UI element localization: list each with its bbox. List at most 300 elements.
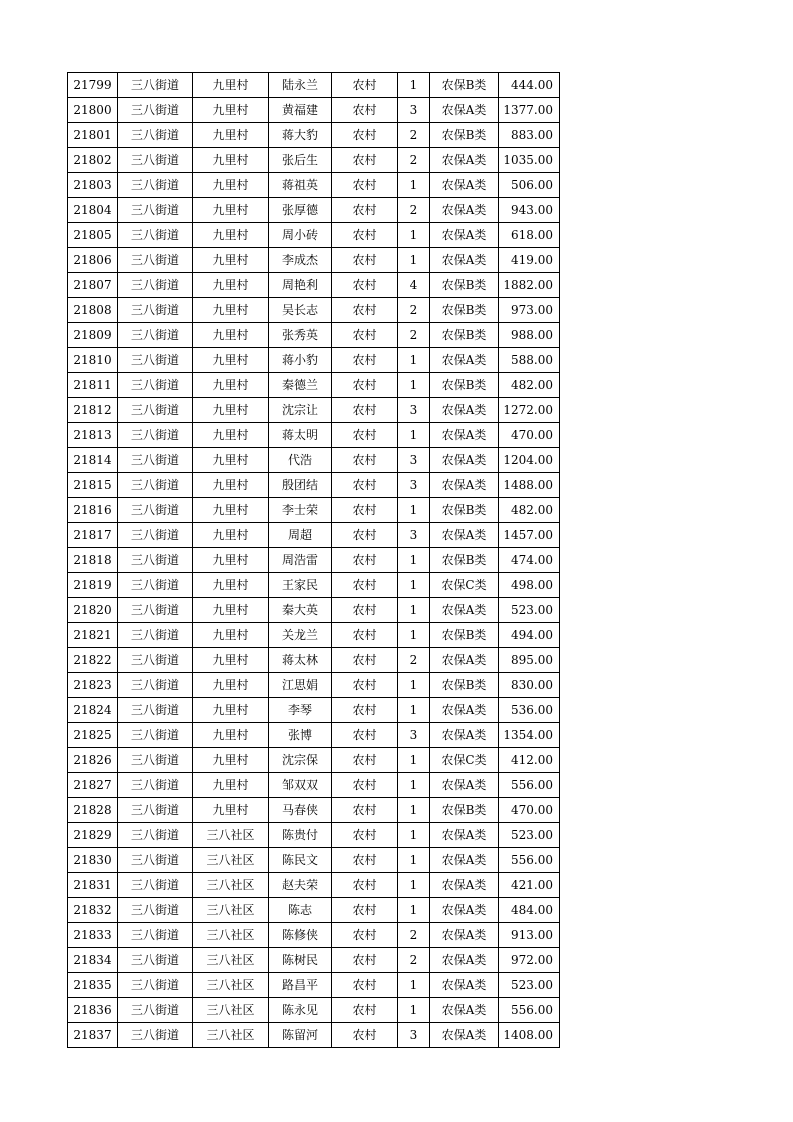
cell-person-count: 1 (398, 973, 430, 998)
cell-category: 农保A类 (430, 698, 499, 723)
table-row (68, 598, 560, 623)
cell-amount: 1377.00 (499, 98, 560, 123)
table-row (68, 98, 560, 123)
cell-name: 陈树民 (269, 948, 332, 973)
cell-street: 三八街道 (118, 123, 193, 148)
cell-street: 三八街道 (118, 298, 193, 323)
cell-amount: 1204.00 (499, 448, 560, 473)
table-row (68, 73, 560, 98)
cell-name: 路昌平 (269, 973, 332, 998)
cell-street: 三八街道 (118, 323, 193, 348)
cell-name: 王家民 (269, 573, 332, 598)
cell-amount: 1488.00 (499, 473, 560, 498)
cell-person-count: 1 (398, 873, 430, 898)
cell-id: 21799 (68, 73, 118, 98)
cell-id: 21802 (68, 148, 118, 173)
cell-person-count: 2 (398, 948, 430, 973)
cell-household-type: 农村 (332, 73, 398, 98)
cell-household-type: 农村 (332, 448, 398, 473)
cell-household-type: 农村 (332, 648, 398, 673)
cell-amount: 1272.00 (499, 398, 560, 423)
cell-person-count: 2 (398, 323, 430, 348)
cell-person-count: 1 (398, 698, 430, 723)
cell-street: 三八街道 (118, 648, 193, 673)
table-row (68, 998, 560, 1023)
cell-category: 农保A类 (430, 198, 499, 223)
cell-name: 周艳利 (269, 273, 332, 298)
cell-name: 李士荣 (269, 498, 332, 523)
cell-village: 九里村 (193, 773, 269, 798)
cell-category: 农保A类 (430, 448, 499, 473)
cell-id: 21803 (68, 173, 118, 198)
cell-name: 沈宗让 (269, 398, 332, 423)
cell-category: 农保A类 (430, 248, 499, 273)
cell-household-type: 农村 (332, 748, 398, 773)
cell-amount: 556.00 (499, 773, 560, 798)
cell-id: 21828 (68, 798, 118, 823)
cell-id: 21837 (68, 1023, 118, 1048)
cell-id: 21834 (68, 948, 118, 973)
cell-category: 农保A类 (430, 148, 499, 173)
cell-id: 21814 (68, 448, 118, 473)
cell-street: 三八街道 (118, 73, 193, 98)
cell-id: 21830 (68, 848, 118, 873)
table-row (68, 648, 560, 673)
cell-village: 九里村 (193, 623, 269, 648)
table-row (68, 223, 560, 248)
cell-household-type: 农村 (332, 873, 398, 898)
cell-amount: 556.00 (499, 848, 560, 873)
cell-street: 三八街道 (118, 348, 193, 373)
cell-amount: 523.00 (499, 598, 560, 623)
cell-street: 三八街道 (118, 923, 193, 948)
cell-street: 三八街道 (118, 748, 193, 773)
table-row (68, 448, 560, 473)
cell-id: 21817 (68, 523, 118, 548)
cell-household-type: 农村 (332, 298, 398, 323)
cell-amount: 484.00 (499, 898, 560, 923)
roster-table (67, 72, 560, 1048)
cell-person-count: 2 (398, 148, 430, 173)
cell-amount: 973.00 (499, 298, 560, 323)
cell-amount: 913.00 (499, 923, 560, 948)
table-row (68, 198, 560, 223)
table-row (68, 498, 560, 523)
cell-street: 三八街道 (118, 198, 193, 223)
cell-id: 21820 (68, 598, 118, 623)
cell-village: 九里村 (193, 648, 269, 673)
cell-name: 周超 (269, 523, 332, 548)
cell-id: 21815 (68, 473, 118, 498)
cell-amount: 943.00 (499, 198, 560, 223)
cell-street: 三八街道 (118, 798, 193, 823)
cell-person-count: 3 (398, 723, 430, 748)
table-row (68, 698, 560, 723)
cell-category: 农保A类 (430, 898, 499, 923)
cell-name: 张厚德 (269, 198, 332, 223)
cell-category: 农保A类 (430, 398, 499, 423)
cell-street: 三八街道 (118, 598, 193, 623)
table-row (68, 348, 560, 373)
cell-street: 三八街道 (118, 723, 193, 748)
cell-village: 三八社区 (193, 923, 269, 948)
cell-household-type: 农村 (332, 1023, 398, 1048)
table-row (68, 523, 560, 548)
cell-id: 21805 (68, 223, 118, 248)
cell-category: 农保B类 (430, 298, 499, 323)
cell-person-count: 1 (398, 173, 430, 198)
cell-household-type: 农村 (332, 948, 398, 973)
cell-street: 三八街道 (118, 398, 193, 423)
cell-id: 21823 (68, 673, 118, 698)
cell-street: 三八街道 (118, 273, 193, 298)
cell-amount: 830.00 (499, 673, 560, 698)
cell-amount: 556.00 (499, 998, 560, 1023)
table-row (68, 173, 560, 198)
cell-name: 江思娟 (269, 673, 332, 698)
cell-category: 农保B类 (430, 123, 499, 148)
cell-category: 农保B类 (430, 498, 499, 523)
cell-village: 九里村 (193, 123, 269, 148)
cell-village: 三八社区 (193, 873, 269, 898)
cell-name: 邹双双 (269, 773, 332, 798)
cell-household-type: 农村 (332, 798, 398, 823)
cell-category: 农保A类 (430, 473, 499, 498)
cell-person-count: 3 (398, 473, 430, 498)
cell-household-type: 农村 (332, 423, 398, 448)
cell-name: 蒋祖英 (269, 173, 332, 198)
cell-person-count: 3 (398, 1023, 430, 1048)
cell-category: 农保B类 (430, 548, 499, 573)
cell-id: 21819 (68, 573, 118, 598)
cell-amount: 470.00 (499, 798, 560, 823)
cell-amount: 474.00 (499, 548, 560, 573)
cell-village: 九里村 (193, 548, 269, 573)
cell-village: 九里村 (193, 598, 269, 623)
cell-id: 21818 (68, 548, 118, 573)
cell-category: 农保A类 (430, 173, 499, 198)
cell-household-type: 农村 (332, 773, 398, 798)
cell-village: 九里村 (193, 448, 269, 473)
cell-household-type: 农村 (332, 398, 398, 423)
cell-name: 陈贵付 (269, 823, 332, 848)
cell-street: 三八街道 (118, 473, 193, 498)
cell-name: 陈民文 (269, 848, 332, 873)
cell-village: 九里村 (193, 323, 269, 348)
cell-name: 马春侠 (269, 798, 332, 823)
cell-household-type: 农村 (332, 573, 398, 598)
cell-amount: 588.00 (499, 348, 560, 373)
cell-street: 三八街道 (118, 673, 193, 698)
table-row (68, 723, 560, 748)
cell-name: 张秀英 (269, 323, 332, 348)
table-row (68, 123, 560, 148)
cell-amount: 523.00 (499, 973, 560, 998)
cell-village: 九里村 (193, 473, 269, 498)
cell-street: 三八街道 (118, 148, 193, 173)
cell-amount: 482.00 (499, 498, 560, 523)
cell-amount: 419.00 (499, 248, 560, 273)
cell-person-count: 1 (398, 598, 430, 623)
cell-village: 九里村 (193, 373, 269, 398)
cell-street: 三八街道 (118, 498, 193, 523)
cell-name: 陈修侠 (269, 923, 332, 948)
cell-person-count: 1 (398, 223, 430, 248)
cell-id: 21835 (68, 973, 118, 998)
cell-id: 21806 (68, 248, 118, 273)
cell-category: 农保A类 (430, 873, 499, 898)
cell-person-count: 1 (398, 848, 430, 873)
cell-person-count: 1 (398, 798, 430, 823)
cell-street: 三八街道 (118, 448, 193, 473)
cell-person-count: 3 (398, 98, 430, 123)
table-row (68, 923, 560, 948)
cell-id: 21813 (68, 423, 118, 448)
cell-amount: 506.00 (499, 173, 560, 198)
cell-category: 农保A类 (430, 723, 499, 748)
cell-person-count: 2 (398, 298, 430, 323)
cell-name: 赵夫荣 (269, 873, 332, 898)
cell-name: 陈留河 (269, 1023, 332, 1048)
table-row (68, 973, 560, 998)
cell-household-type: 农村 (332, 623, 398, 648)
cell-id: 21827 (68, 773, 118, 798)
cell-household-type: 农村 (332, 173, 398, 198)
cell-name: 蒋太明 (269, 423, 332, 448)
cell-person-count: 4 (398, 273, 430, 298)
table-row (68, 823, 560, 848)
cell-household-type: 农村 (332, 998, 398, 1023)
cell-household-type: 农村 (332, 973, 398, 998)
cell-village: 九里村 (193, 723, 269, 748)
cell-street: 三八街道 (118, 823, 193, 848)
table-row (68, 798, 560, 823)
cell-amount: 482.00 (499, 373, 560, 398)
cell-household-type: 农村 (332, 523, 398, 548)
table-row (68, 548, 560, 573)
cell-name: 李琴 (269, 698, 332, 723)
roster-table-body (68, 73, 560, 1048)
cell-village: 三八社区 (193, 1023, 269, 1048)
cell-household-type: 农村 (332, 148, 398, 173)
cell-household-type: 农村 (332, 248, 398, 273)
cell-id: 21801 (68, 123, 118, 148)
cell-category: 农保A类 (430, 823, 499, 848)
cell-street: 三八街道 (118, 373, 193, 398)
cell-street: 三八街道 (118, 698, 193, 723)
cell-village: 九里村 (193, 298, 269, 323)
cell-name: 秦大英 (269, 598, 332, 623)
table-row (68, 948, 560, 973)
cell-amount: 988.00 (499, 323, 560, 348)
cell-village: 九里村 (193, 73, 269, 98)
cell-name: 陈永见 (269, 998, 332, 1023)
cell-person-count: 2 (398, 648, 430, 673)
cell-street: 三八街道 (118, 998, 193, 1023)
cell-person-count: 1 (398, 73, 430, 98)
cell-category: 农保A类 (430, 948, 499, 973)
cell-id: 21809 (68, 323, 118, 348)
cell-household-type: 农村 (332, 898, 398, 923)
cell-category: 农保B类 (430, 373, 499, 398)
cell-amount: 444.00 (499, 73, 560, 98)
cell-name: 蒋大豹 (269, 123, 332, 148)
cell-household-type: 农村 (332, 348, 398, 373)
cell-street: 三八街道 (118, 973, 193, 998)
cell-category: 农保A类 (430, 848, 499, 873)
cell-amount: 1408.00 (499, 1023, 560, 1048)
cell-name: 张后生 (269, 148, 332, 173)
cell-street: 三八街道 (118, 773, 193, 798)
cell-category: 农保B类 (430, 273, 499, 298)
cell-category: 农保B类 (430, 623, 499, 648)
cell-category: 农保A类 (430, 98, 499, 123)
cell-category: 农保A类 (430, 598, 499, 623)
cell-village: 九里村 (193, 273, 269, 298)
cell-household-type: 农村 (332, 373, 398, 398)
cell-id: 21800 (68, 98, 118, 123)
cell-name: 蒋小豹 (269, 348, 332, 373)
cell-category: 农保A类 (430, 973, 499, 998)
cell-amount: 972.00 (499, 948, 560, 973)
cell-village: 九里村 (193, 248, 269, 273)
cell-household-type: 农村 (332, 598, 398, 623)
table-row (68, 873, 560, 898)
cell-category: 农保A类 (430, 523, 499, 548)
cell-village: 三八社区 (193, 848, 269, 873)
cell-name: 沈宗保 (269, 748, 332, 773)
cell-name: 吴长志 (269, 298, 332, 323)
cell-household-type: 农村 (332, 548, 398, 573)
cell-street: 三八街道 (118, 573, 193, 598)
table-row (68, 573, 560, 598)
table-row (68, 1023, 560, 1048)
table-row (68, 298, 560, 323)
table-row (68, 473, 560, 498)
cell-name: 陈志 (269, 898, 332, 923)
table-row (68, 398, 560, 423)
cell-person-count: 1 (398, 748, 430, 773)
cell-village: 九里村 (193, 748, 269, 773)
table-row (68, 323, 560, 348)
cell-amount: 1035.00 (499, 148, 560, 173)
table-row (68, 898, 560, 923)
cell-amount: 1457.00 (499, 523, 560, 548)
cell-amount: 494.00 (499, 623, 560, 648)
cell-id: 21826 (68, 748, 118, 773)
cell-street: 三八街道 (118, 248, 193, 273)
table-row (68, 248, 560, 273)
cell-category: 农保A类 (430, 773, 499, 798)
cell-street: 三八街道 (118, 623, 193, 648)
cell-name: 周小砖 (269, 223, 332, 248)
cell-street: 三八街道 (118, 873, 193, 898)
cell-name: 周浩雷 (269, 548, 332, 573)
cell-person-count: 1 (398, 898, 430, 923)
cell-amount: 536.00 (499, 698, 560, 723)
cell-category: 农保B类 (430, 673, 499, 698)
table-row (68, 773, 560, 798)
cell-household-type: 农村 (332, 323, 398, 348)
cell-id: 21825 (68, 723, 118, 748)
cell-name: 殷团结 (269, 473, 332, 498)
cell-id: 21836 (68, 998, 118, 1023)
cell-village: 九里村 (193, 698, 269, 723)
cell-category: 农保B类 (430, 323, 499, 348)
table-row (68, 848, 560, 873)
cell-category: 农保A类 (430, 223, 499, 248)
cell-village: 九里村 (193, 173, 269, 198)
table-row (68, 373, 560, 398)
cell-category: 农保A类 (430, 648, 499, 673)
cell-household-type: 农村 (332, 273, 398, 298)
cell-amount: 1354.00 (499, 723, 560, 748)
cell-person-count: 1 (398, 373, 430, 398)
cell-street: 三八街道 (118, 173, 193, 198)
cell-name: 关龙兰 (269, 623, 332, 648)
cell-household-type: 农村 (332, 823, 398, 848)
cell-person-count: 1 (398, 548, 430, 573)
cell-category: 农保A类 (430, 1023, 499, 1048)
cell-person-count: 1 (398, 773, 430, 798)
cell-amount: 421.00 (499, 873, 560, 898)
cell-id: 21824 (68, 698, 118, 723)
cell-street: 三八街道 (118, 423, 193, 448)
cell-name: 蒋太林 (269, 648, 332, 673)
cell-street: 三八街道 (118, 98, 193, 123)
cell-street: 三八街道 (118, 1023, 193, 1048)
cell-village: 三八社区 (193, 898, 269, 923)
cell-village: 九里村 (193, 798, 269, 823)
cell-id: 21811 (68, 373, 118, 398)
cell-person-count: 2 (398, 198, 430, 223)
table-row (68, 748, 560, 773)
table-row (68, 148, 560, 173)
cell-household-type: 农村 (332, 923, 398, 948)
cell-street: 三八街道 (118, 948, 193, 973)
cell-person-count: 1 (398, 623, 430, 648)
cell-village: 九里村 (193, 573, 269, 598)
cell-id: 21831 (68, 873, 118, 898)
cell-village: 九里村 (193, 673, 269, 698)
cell-category: 农保A类 (430, 998, 499, 1023)
cell-id: 21832 (68, 898, 118, 923)
cell-id: 21804 (68, 198, 118, 223)
cell-name: 张博 (269, 723, 332, 748)
cell-street: 三八街道 (118, 523, 193, 548)
cell-name: 陆永兰 (269, 73, 332, 98)
cell-village: 三八社区 (193, 823, 269, 848)
table-row (68, 673, 560, 698)
table-row (68, 423, 560, 448)
cell-person-count: 1 (398, 348, 430, 373)
cell-person-count: 2 (398, 923, 430, 948)
cell-id: 21822 (68, 648, 118, 673)
cell-person-count: 1 (398, 823, 430, 848)
cell-village: 九里村 (193, 348, 269, 373)
cell-street: 三八街道 (118, 223, 193, 248)
cell-amount: 412.00 (499, 748, 560, 773)
cell-person-count: 1 (398, 998, 430, 1023)
cell-household-type: 农村 (332, 198, 398, 223)
cell-category: 农保A类 (430, 348, 499, 373)
cell-village: 三八社区 (193, 948, 269, 973)
cell-person-count: 3 (398, 523, 430, 548)
cell-amount: 523.00 (499, 823, 560, 848)
cell-amount: 470.00 (499, 423, 560, 448)
cell-id: 21810 (68, 348, 118, 373)
cell-person-count: 1 (398, 573, 430, 598)
